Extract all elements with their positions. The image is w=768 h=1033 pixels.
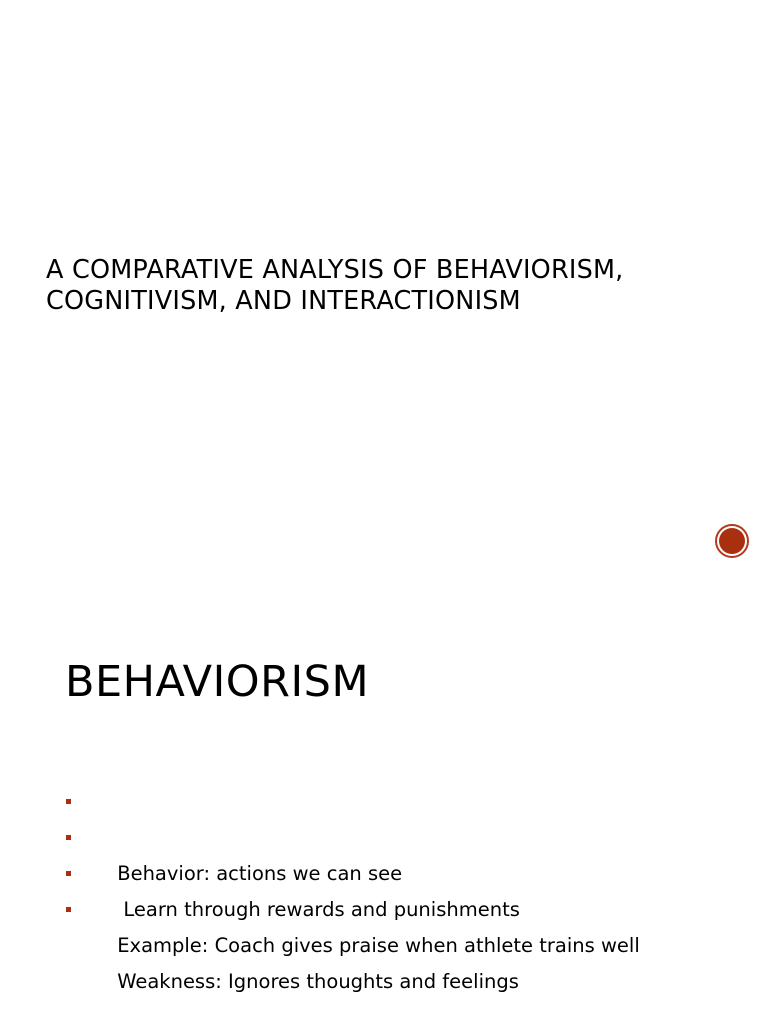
section-heading: BEHAVIORISM — [65, 657, 370, 707]
bullet-text: Weakness: Ignores thoughts and feelings — [117, 970, 519, 993]
square-bullet-icon — [66, 907, 71, 912]
bullet-text: Example: Coach gives praise when athlete trains well — [117, 934, 640, 957]
square-bullet-icon — [66, 835, 71, 840]
behaviorism-slide — [0, 600, 768, 1024]
bullet-text: Behavior: actions we can see — [117, 862, 403, 885]
slide-badge-icon — [715, 524, 749, 558]
list-item — [64, 789, 744, 885]
title-line-2: COGNITIVISM, AND INTERACTIONISM — [46, 286, 521, 316]
title-line-1: A COMPARATIVE ANALYSIS OF BEHAVIORISM, — [46, 255, 624, 285]
square-bullet-icon — [66, 799, 71, 804]
square-bullet-icon — [66, 871, 71, 876]
bullet-list — [64, 789, 744, 993]
bullet-text: Learn through rewards and punishments — [117, 898, 520, 921]
presentation-title — [46, 255, 746, 317]
